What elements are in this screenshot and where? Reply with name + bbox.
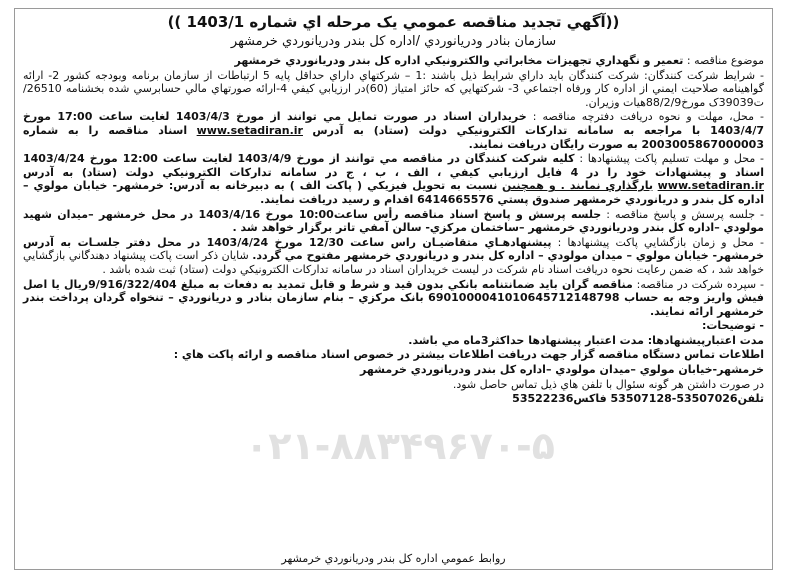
organization-name: سازمان بنادر ودريانوردي /اداره کل بندر ودريانوردي خرمشهر <box>230 34 557 49</box>
notes-heading: - توضيحات: <box>701 319 764 333</box>
subject-value: تعمير و نگهداري تجهيزات مخابراتي والکترونيکي اداره کل بندر ودريانوردي خرمشهر <box>234 54 684 67</box>
setadiran-link[interactable]: www.setadiran.ir <box>196 123 303 137</box>
submission-text-3: نسبت به تحويل فيزيکي ( پاکت الف ) به دبيرخانه به آدرس: خرمشهر- خيابان مولوي – اداره کل بندر و دريانوردي خرمشهر صندوق پستي 6414665576 اقدام و رسيد دريافت نمايند. <box>23 179 764 206</box>
notice-body <box>23 54 764 407</box>
submission-text: کليه شرکت کنندگان در مناقصه مي توانند از مورخ 1403/4/9 لغايت ساعت 12:00 مورخ 1403/4/24 اسناد و پيشنهادات خود را در 4 فايل ارزيابي کيفي ، الف ، ب ، ج در سامانه تدارکات الکترونيکي دولت (ستاد) به آدرس <box>23 152 764 179</box>
notice-title: ((آگهي تجديد مناقصه عمومي يک مرحله اي شماره 1403/1 )) <box>167 13 620 31</box>
deposit-lead: - سپرده شرکت در مناقصه: <box>636 277 765 291</box>
validity-note: مدت اعتبارپيشنهادها: مدت اعتبار پيشنهادها حداکثر3ماه مي باشد. <box>408 333 764 347</box>
question-note: در صورت داشتن هر گونه سئوال با تلفن هاي ذيل تماس حاصل شود. <box>452 377 764 391</box>
deposit-paragraph <box>23 278 764 319</box>
submission-lead: - محل و مهلت تسليم پاکت پيشنهادها : <box>579 152 764 166</box>
tender-notice <box>14 8 773 570</box>
public-relations-signature: روابط عمومي اداره کل بندر ودريانوردي خرمشهر <box>281 552 506 565</box>
doc-purchase-text: خريداران اسناد در صورت تمايل مي توانند از مورخ 1403/4/3 لغايت ساعت 17:00 مورخ 1403/4/7 با مراجعه به سامانه تدارکات الکترونيکي دولت (ستاد) به آدرس <box>23 110 765 137</box>
setadiran-link-2[interactable]: www.setadiran.ir <box>657 179 764 193</box>
doc-purchase-lead: - محل، مهلت و نحوه دريافت دفترچه مناقصه : <box>532 110 765 124</box>
contact-intro: اطلاعات تماس دستگاه مناقصه گزار جهت دريافت اطلاعات بيشتر در خصوص اسناد مناقصه و ارائه پاکت هاي : <box>173 348 764 362</box>
submission-text-2: بارگذاري نمايند . و همچنين <box>502 179 653 193</box>
opening-text: پيشنهادهـاي متقاضيـان راس ساعت 12/30 مورخ 1403/4/24 در محل دفتر جلسـات به آدرس خرمشهر- خيابان مولوي – ميدان مولودي – اداره کل بندر و دريانوردي خرمشهر مفتوح مي گردد. <box>23 235 764 263</box>
conditions-paragraph: - شرايط شرکت کنندگان: شرکت کنندگان بايد داراي شرايط ذيل باشند :1 – شرکتهاي داراي حداقل پايه 5 ارتباطات از سازمان برنامه وبودجه کشور 2- ارائه گواهينامه صلاحيت ايمني از اداره کار ورفاه اجتماعي 3- شرکتهايي که حائز امتياز (60)در ارزيابي کيفي 4-ارائه صورتهاي مالي حسابرسي شده بخشنامه 26510/ت39039ک مورخ88/2/9هيات وزيران. <box>23 68 764 109</box>
doc-purchase-paragraph <box>23 110 764 151</box>
opening-paragraph <box>23 236 764 277</box>
phone-numbers: تلفن53507026-53507128 فاکس53522236 <box>512 392 764 406</box>
opening-note: شايان ذکر است پاکت پيشنهاد دهندگاني بازگشايي خواهد شد ، که ضمن رعايت نحوه دريافت اسناد نام شرکت در ليست خريداران اسناد در سامانه تدارکات الکترونيکي دولت (ستاد) ثبت شده باشد . <box>23 249 764 276</box>
contact-address: خرمشهر-خيابان مولوي –ميدان مولودي –اداره کل بندر ودريانوردي خرمشهر <box>360 363 764 377</box>
opening-lead: - محل و زمان بازگشايي پاکت پيشنهادها : <box>557 235 764 249</box>
subject-paragraph <box>23 54 764 68</box>
subject-label: موضوع مناقصه : <box>686 54 764 67</box>
phone-watermark: ۰۲۱-۸۸۳۴۹۶۷۰-۵ <box>245 424 555 468</box>
submission-paragraph <box>23 152 764 206</box>
deposit-text: مناقصه گران بايد ضمانتنامه بانکي بدون قيد و شرط و قابل تمديد به دفعات به مبلغ 9/916/322/404ريال يا اصل فيش واريز وجه به حساب 6901000041010645712148798 بانک مرکزي – بنام سازمان بنادر و دريانوردي – تنخواه گردان پرداخت بندر خرمشهر ارائه نمايند. <box>23 277 764 318</box>
meeting-lead: - جلسه پرسش و پاسخ مناقصه : <box>606 207 764 221</box>
doc-purchase-text-2: اسناد مناقصه را به شماره 2003005867000003 به صورت رايگان دريافت نمايند. <box>23 123 764 151</box>
meeting-paragraph <box>23 208 764 235</box>
meeting-text: جلسه پرسش و پاسخ اسناد مناقصه رأس ساعت10:00 مورخ 1403/4/16 در محل خرمشهر –ميدان شهيد مولودي –اداره کل بندر ودريانوردي خرمشهر –ساختمان مرکزي- سالن آمفي تاتر برگزار خواهد شد . <box>23 207 764 235</box>
